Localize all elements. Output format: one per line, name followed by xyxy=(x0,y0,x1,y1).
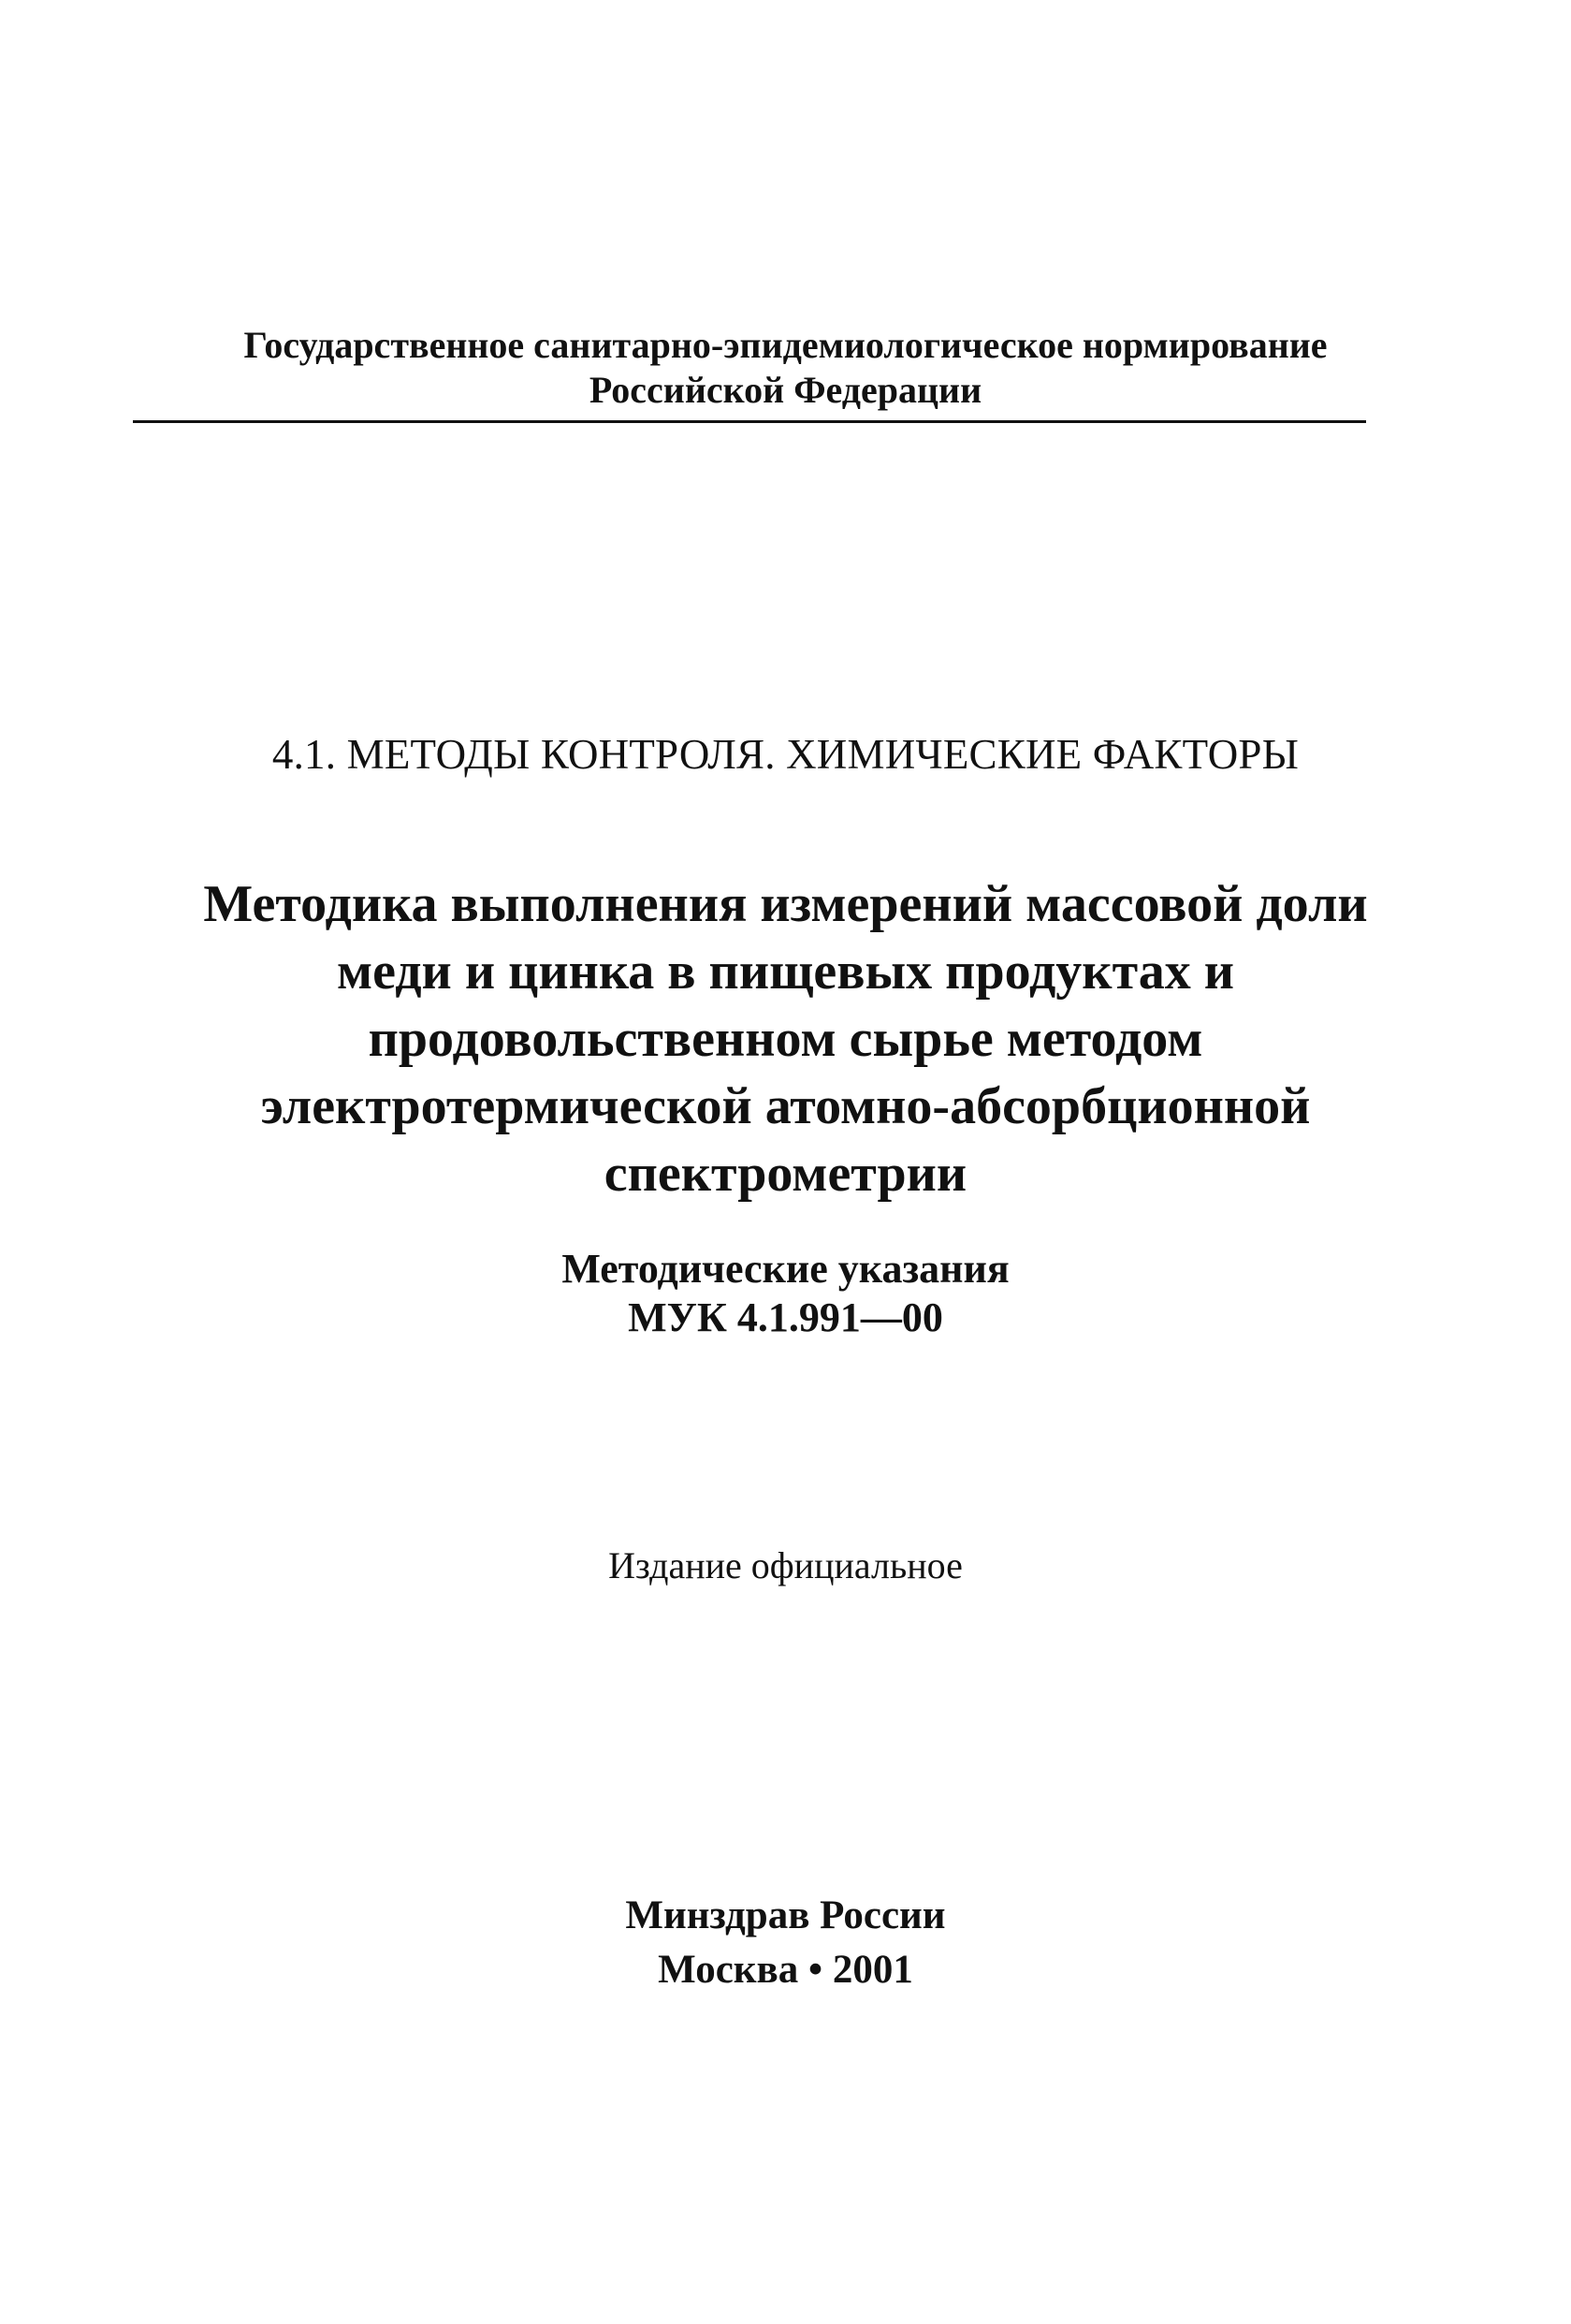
document-title xyxy=(0,870,1571,1207)
header-line-1: Государственное санитарно-эпидемиологическое нормирование xyxy=(243,324,1328,366)
document-code: МУК 4.1.991—00 xyxy=(628,1294,943,1340)
document-type xyxy=(0,1245,1571,1342)
title-line-4: электротермической атомно-абсорбционной xyxy=(260,1077,1311,1135)
header-line-2: Российской Федерации xyxy=(589,369,982,411)
title-line-3: продовольственном сырье методом xyxy=(368,1010,1203,1068)
header-authority xyxy=(0,323,1571,413)
publisher-name: Минздрав России xyxy=(625,1893,946,1937)
section-heading: 4.1. МЕТОДЫ КОНТРОЛЯ. ХИМИЧЕСКИЕ ФАКТОРЫ xyxy=(271,731,1300,778)
publisher-city-year: Москва • 2001 xyxy=(658,1948,913,1992)
publisher-info xyxy=(0,1889,1571,1997)
edition-note: Издание официальное xyxy=(608,1544,963,1586)
header-divider xyxy=(133,420,1366,423)
title-line-1: Методика выполнения измерений массовой доли xyxy=(203,875,1368,933)
title-line-2: меди и цинка в пищевых продуктах и xyxy=(336,943,1235,1001)
document-type-label: Методические указания xyxy=(561,1246,1010,1292)
title-line-5: спектрометрии xyxy=(604,1145,967,1203)
